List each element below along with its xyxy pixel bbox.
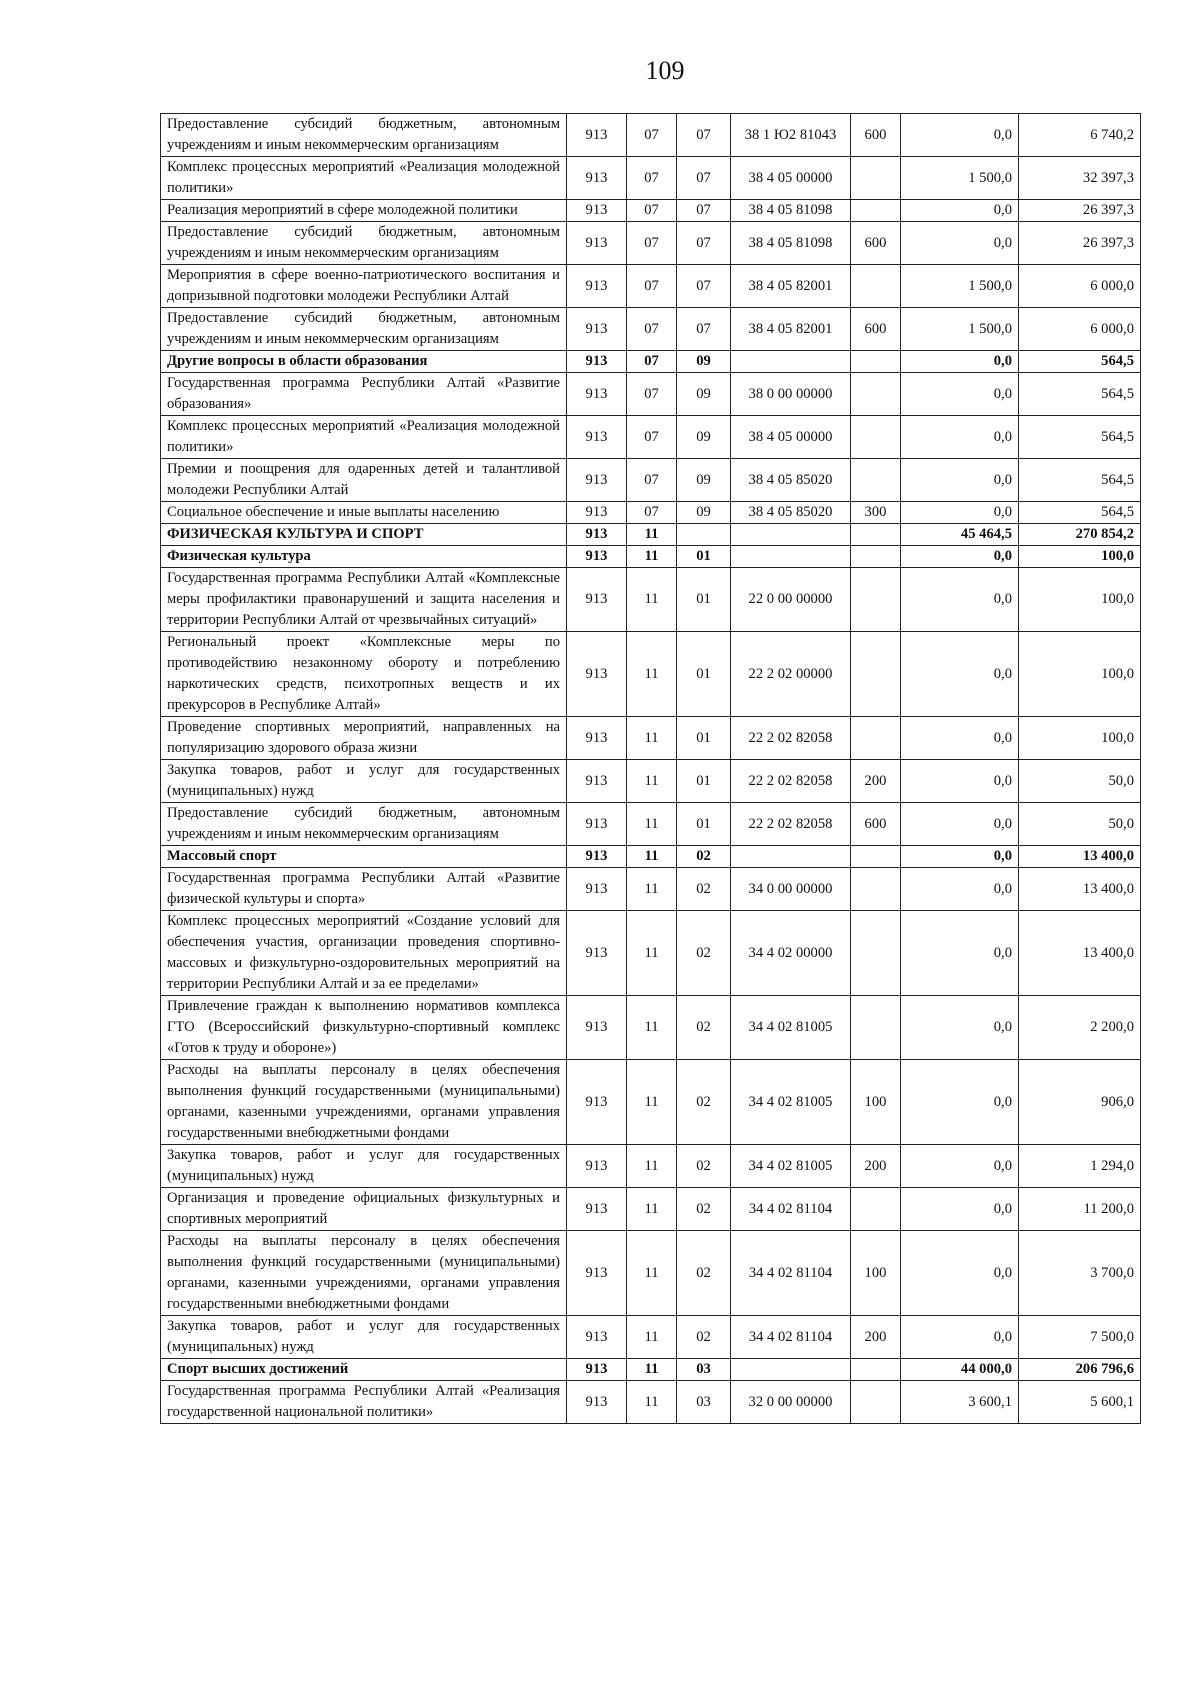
cell-target-article: 34 4 02 00000 xyxy=(731,911,851,996)
cell-expense-type xyxy=(851,1359,901,1381)
cell-expense-type xyxy=(851,911,901,996)
cell-section: 11 xyxy=(627,803,677,846)
table-row xyxy=(161,200,1141,222)
cell-subsection: 07 xyxy=(677,114,731,157)
cell-amount-2: 50,0 xyxy=(1019,760,1141,803)
cell-subsection: 03 xyxy=(677,1359,731,1381)
cell-target-article: 34 4 02 81104 xyxy=(731,1231,851,1316)
cell-admin-code: 913 xyxy=(567,222,627,265)
cell-subsection: 07 xyxy=(677,308,731,351)
cell-amount-2: 6 000,0 xyxy=(1019,308,1141,351)
cell-subsection: 09 xyxy=(677,502,731,524)
cell-expense-type xyxy=(851,265,901,308)
cell-name: Предоставление субсидий бюджетным, автономным учреждениям и иным некоммерческим организациям xyxy=(161,114,567,157)
cell-admin-code: 913 xyxy=(567,265,627,308)
cell-name: Региональный проект «Комплексные меры по противодействию незаконному обороту и потреблению наркотических средств, психотропных веществ и их прекурсоров в Республике Алтай» xyxy=(161,632,567,717)
cell-target-article: 38 4 05 81098 xyxy=(731,222,851,265)
cell-admin-code: 913 xyxy=(567,351,627,373)
cell-name: Проведение спортивных мероприятий, направленных на популяризацию здорового образа жизни xyxy=(161,717,567,760)
cell-expense-type: 100 xyxy=(851,1060,901,1145)
cell-target-article: 22 0 00 00000 xyxy=(731,568,851,632)
cell-amount-2: 100,0 xyxy=(1019,546,1141,568)
cell-expense-type xyxy=(851,459,901,502)
cell-expense-type xyxy=(851,546,901,568)
cell-target-article: 34 4 02 81005 xyxy=(731,996,851,1060)
table-row xyxy=(161,1060,1141,1145)
table-row xyxy=(161,846,1141,868)
cell-amount-1: 44 000,0 xyxy=(901,1359,1019,1381)
cell-section: 11 xyxy=(627,1381,677,1424)
cell-subsection: 09 xyxy=(677,459,731,502)
cell-amount-1: 0,0 xyxy=(901,846,1019,868)
cell-amount-2: 100,0 xyxy=(1019,717,1141,760)
cell-target-article: 38 4 05 85020 xyxy=(731,502,851,524)
cell-subsection: 01 xyxy=(677,760,731,803)
cell-admin-code: 913 xyxy=(567,546,627,568)
table-row xyxy=(161,803,1141,846)
cell-subsection: 02 xyxy=(677,1316,731,1359)
cell-expense-type: 200 xyxy=(851,760,901,803)
cell-amount-1: 0,0 xyxy=(901,911,1019,996)
cell-section: 11 xyxy=(627,868,677,911)
cell-expense-type xyxy=(851,524,901,546)
cell-target-article: 38 4 05 00000 xyxy=(731,157,851,200)
table-row xyxy=(161,1231,1141,1316)
cell-section: 11 xyxy=(627,632,677,717)
cell-target-article: 34 4 02 81104 xyxy=(731,1316,851,1359)
cell-expense-type xyxy=(851,568,901,632)
cell-section: 11 xyxy=(627,524,677,546)
cell-expense-type xyxy=(851,373,901,416)
cell-amount-1: 0,0 xyxy=(901,114,1019,157)
cell-target-article: 38 1 Ю2 81043 xyxy=(731,114,851,157)
cell-amount-1: 0,0 xyxy=(901,222,1019,265)
cell-amount-1: 0,0 xyxy=(901,1188,1019,1231)
cell-expense-type: 300 xyxy=(851,502,901,524)
cell-admin-code: 913 xyxy=(567,1316,627,1359)
cell-subsection: 02 xyxy=(677,996,731,1060)
cell-section: 07 xyxy=(627,373,677,416)
cell-target-article: 38 0 00 00000 xyxy=(731,373,851,416)
cell-expense-type xyxy=(851,1381,901,1424)
cell-expense-type: 600 xyxy=(851,308,901,351)
cell-amount-2: 50,0 xyxy=(1019,803,1141,846)
cell-amount-1: 0,0 xyxy=(901,351,1019,373)
cell-target-article xyxy=(731,524,851,546)
cell-name: Мероприятия в сфере военно-патриотического воспитания и допризывной подготовки молодежи Республики Алтай xyxy=(161,265,567,308)
cell-admin-code: 913 xyxy=(567,803,627,846)
cell-expense-type: 200 xyxy=(851,1145,901,1188)
cell-amount-1: 0,0 xyxy=(901,459,1019,502)
cell-admin-code: 913 xyxy=(567,996,627,1060)
cell-name: Комплекс процессных мероприятий «Реализация молодежной политики» xyxy=(161,416,567,459)
cell-name: Государственная программа Республики Алтай «Развитие физической культуры и спорта» xyxy=(161,868,567,911)
table-body xyxy=(161,114,1141,1424)
cell-name: Привлечение граждан к выполнению нормативов комплекса ГТО (Всероссийский физкультурно-спортивный комплекс «Готов к труду и обороне») xyxy=(161,996,567,1060)
cell-admin-code: 913 xyxy=(567,1060,627,1145)
cell-amount-1: 0,0 xyxy=(901,632,1019,717)
table-row xyxy=(161,502,1141,524)
cell-admin-code: 913 xyxy=(567,416,627,459)
cell-target-article: 22 2 02 82058 xyxy=(731,760,851,803)
cell-section: 07 xyxy=(627,459,677,502)
cell-section: 11 xyxy=(627,568,677,632)
cell-target-article: 34 4 02 81005 xyxy=(731,1145,851,1188)
cell-admin-code: 913 xyxy=(567,524,627,546)
cell-name: Комплекс процессных мероприятий «Реализация молодежной политики» xyxy=(161,157,567,200)
cell-admin-code: 913 xyxy=(567,157,627,200)
cell-subsection: 01 xyxy=(677,803,731,846)
table-row xyxy=(161,760,1141,803)
cell-name: Физическая культура xyxy=(161,546,567,568)
cell-subsection: 07 xyxy=(677,200,731,222)
cell-section: 11 xyxy=(627,1359,677,1381)
cell-section: 11 xyxy=(627,717,677,760)
cell-section: 07 xyxy=(627,265,677,308)
cell-admin-code: 913 xyxy=(567,846,627,868)
cell-target-article: 34 0 00 00000 xyxy=(731,868,851,911)
cell-section: 07 xyxy=(627,157,677,200)
cell-admin-code: 913 xyxy=(567,1381,627,1424)
cell-admin-code: 913 xyxy=(567,114,627,157)
table-row xyxy=(161,1188,1141,1231)
table-row xyxy=(161,911,1141,996)
cell-amount-1: 0,0 xyxy=(901,868,1019,911)
cell-subsection: 02 xyxy=(677,1231,731,1316)
cell-target-article xyxy=(731,546,851,568)
cell-section: 07 xyxy=(627,416,677,459)
cell-amount-1: 1 500,0 xyxy=(901,157,1019,200)
cell-name: Предоставление субсидий бюджетным, автономным учреждениям и иным некоммерческим организациям xyxy=(161,222,567,265)
cell-amount-2: 13 400,0 xyxy=(1019,846,1141,868)
table-row xyxy=(161,114,1141,157)
cell-expense-type xyxy=(851,157,901,200)
cell-amount-1: 0,0 xyxy=(901,546,1019,568)
cell-amount-2: 564,5 xyxy=(1019,373,1141,416)
table-row xyxy=(161,416,1141,459)
cell-subsection: 01 xyxy=(677,632,731,717)
cell-subsection: 02 xyxy=(677,1060,731,1145)
cell-name: Закупка товаров, работ и услуг для государственных (муниципальных) нужд xyxy=(161,760,567,803)
cell-amount-2: 906,0 xyxy=(1019,1060,1141,1145)
cell-expense-type xyxy=(851,868,901,911)
cell-name: Другие вопросы в области образования xyxy=(161,351,567,373)
cell-subsection: 09 xyxy=(677,416,731,459)
cell-target-article xyxy=(731,1359,851,1381)
cell-section: 07 xyxy=(627,222,677,265)
cell-amount-2: 6 000,0 xyxy=(1019,265,1141,308)
cell-name: Государственная программа Республики Алтай «Реализация государственной национальной политики» xyxy=(161,1381,567,1424)
cell-expense-type: 200 xyxy=(851,1316,901,1359)
cell-subsection: 02 xyxy=(677,868,731,911)
cell-amount-1: 0,0 xyxy=(901,502,1019,524)
cell-amount-2: 100,0 xyxy=(1019,632,1141,717)
table-row xyxy=(161,717,1141,760)
budget-table xyxy=(160,113,1141,1424)
table-row xyxy=(161,568,1141,632)
cell-expense-type xyxy=(851,632,901,717)
cell-amount-1: 0,0 xyxy=(901,1060,1019,1145)
cell-amount-2: 7 500,0 xyxy=(1019,1316,1141,1359)
cell-name: Реализация мероприятий в сфере молодежной политики xyxy=(161,200,567,222)
cell-amount-1: 0,0 xyxy=(901,1231,1019,1316)
cell-subsection: 09 xyxy=(677,373,731,416)
cell-target-article xyxy=(731,351,851,373)
cell-amount-1: 0,0 xyxy=(901,1145,1019,1188)
cell-amount-2: 564,5 xyxy=(1019,351,1141,373)
table-row xyxy=(161,1381,1141,1424)
cell-target-article: 22 2 02 82058 xyxy=(731,717,851,760)
cell-amount-2: 13 400,0 xyxy=(1019,911,1141,996)
cell-expense-type xyxy=(851,200,901,222)
cell-section: 11 xyxy=(627,996,677,1060)
cell-name: Комплекс процессных мероприятий «Создание условий для обеспечения участия, организации проведения спортивно-массовых и физкультурно-оздоровительных мероприятий на территории Республики Алтай и за ее пределами» xyxy=(161,911,567,996)
cell-amount-2: 564,5 xyxy=(1019,416,1141,459)
cell-subsection: 03 xyxy=(677,1381,731,1424)
page-number: 109 xyxy=(645,56,685,85)
cell-target-article: 22 2 02 82058 xyxy=(731,803,851,846)
cell-section: 11 xyxy=(627,546,677,568)
cell-amount-2: 13 400,0 xyxy=(1019,868,1141,911)
cell-name: Предоставление субсидий бюджетным, автономным учреждениям и иным некоммерческим организациям xyxy=(161,803,567,846)
table-row xyxy=(161,373,1141,416)
cell-amount-1: 0,0 xyxy=(901,996,1019,1060)
cell-admin-code: 913 xyxy=(567,200,627,222)
cell-name: Организация и проведение официальных физкультурных и спортивных мероприятий xyxy=(161,1188,567,1231)
cell-target-article: 34 4 02 81005 xyxy=(731,1060,851,1145)
cell-admin-code: 913 xyxy=(567,459,627,502)
cell-amount-1: 1 500,0 xyxy=(901,265,1019,308)
cell-expense-type xyxy=(851,1188,901,1231)
cell-admin-code: 913 xyxy=(567,1359,627,1381)
cell-amount-1: 0,0 xyxy=(901,416,1019,459)
cell-admin-code: 913 xyxy=(567,760,627,803)
table-row xyxy=(161,996,1141,1060)
cell-subsection: 02 xyxy=(677,846,731,868)
table-row xyxy=(161,1359,1141,1381)
cell-target-article: 32 0 00 00000 xyxy=(731,1381,851,1424)
cell-section: 07 xyxy=(627,114,677,157)
cell-name: Расходы на выплаты персоналу в целях обеспечения выполнения функций государственными (муниципальными) органами, казенными учреждениями, органами управления государственными внебюджетными фондами xyxy=(161,1231,567,1316)
cell-admin-code: 913 xyxy=(567,1231,627,1316)
cell-amount-1: 0,0 xyxy=(901,373,1019,416)
cell-target-article xyxy=(731,846,851,868)
cell-admin-code: 913 xyxy=(567,373,627,416)
cell-subsection xyxy=(677,524,731,546)
cell-admin-code: 913 xyxy=(567,868,627,911)
cell-section: 11 xyxy=(627,846,677,868)
table-row xyxy=(161,1316,1141,1359)
cell-subsection: 02 xyxy=(677,1145,731,1188)
cell-amount-2: 270 854,2 xyxy=(1019,524,1141,546)
cell-amount-2: 26 397,3 xyxy=(1019,222,1141,265)
cell-section: 11 xyxy=(627,1231,677,1316)
cell-admin-code: 913 xyxy=(567,502,627,524)
cell-name: Государственная программа Республики Алтай «Развитие образования» xyxy=(161,373,567,416)
cell-name: Расходы на выплаты персоналу в целях обеспечения выполнения функций государственными (муниципальными) органами, казенными учреждениями, органами управления государственными внебюджетными фондами xyxy=(161,1060,567,1145)
cell-section: 11 xyxy=(627,1316,677,1359)
cell-expense-type xyxy=(851,996,901,1060)
cell-amount-2: 564,5 xyxy=(1019,459,1141,502)
cell-admin-code: 913 xyxy=(567,1145,627,1188)
cell-admin-code: 913 xyxy=(567,717,627,760)
table-row xyxy=(161,308,1141,351)
cell-name: Спорт высших достижений xyxy=(161,1359,567,1381)
cell-expense-type xyxy=(851,717,901,760)
cell-section: 07 xyxy=(627,200,677,222)
cell-name: Предоставление субсидий бюджетным, автономным учреждениям и иным некоммерческим организациям xyxy=(161,308,567,351)
cell-name: Социальное обеспечение и иные выплаты населению xyxy=(161,502,567,524)
cell-target-article: 34 4 02 81104 xyxy=(731,1188,851,1231)
cell-admin-code: 913 xyxy=(567,568,627,632)
table-row xyxy=(161,351,1141,373)
cell-amount-1: 0,0 xyxy=(901,1316,1019,1359)
cell-name: ФИЗИЧЕСКАЯ КУЛЬТУРА И СПОРТ xyxy=(161,524,567,546)
cell-section: 11 xyxy=(627,1060,677,1145)
cell-amount-2: 564,5 xyxy=(1019,502,1141,524)
cell-amount-1: 0,0 xyxy=(901,760,1019,803)
table-row xyxy=(161,1145,1141,1188)
cell-subsection: 01 xyxy=(677,546,731,568)
cell-amount-2: 6 740,2 xyxy=(1019,114,1141,157)
cell-target-article: 38 4 05 85020 xyxy=(731,459,851,502)
cell-name: Массовый спорт xyxy=(161,846,567,868)
cell-amount-1: 0,0 xyxy=(901,803,1019,846)
cell-admin-code: 913 xyxy=(567,632,627,717)
cell-admin-code: 913 xyxy=(567,911,627,996)
cell-subsection: 01 xyxy=(677,568,731,632)
cell-subsection: 02 xyxy=(677,1188,731,1231)
cell-amount-1: 1 500,0 xyxy=(901,308,1019,351)
cell-target-article: 38 4 05 00000 xyxy=(731,416,851,459)
cell-target-article: 38 4 05 82001 xyxy=(731,308,851,351)
table-row xyxy=(161,222,1141,265)
cell-section: 07 xyxy=(627,502,677,524)
cell-amount-1: 3 600,1 xyxy=(901,1381,1019,1424)
cell-amount-1: 0,0 xyxy=(901,568,1019,632)
cell-admin-code: 913 xyxy=(567,1188,627,1231)
cell-expense-type: 600 xyxy=(851,222,901,265)
cell-amount-2: 26 397,3 xyxy=(1019,200,1141,222)
cell-admin-code: 913 xyxy=(567,308,627,351)
cell-amount-2: 3 700,0 xyxy=(1019,1231,1141,1316)
cell-expense-type xyxy=(851,846,901,868)
cell-amount-1: 45 464,5 xyxy=(901,524,1019,546)
cell-amount-2: 2 200,0 xyxy=(1019,996,1141,1060)
cell-amount-2: 32 397,3 xyxy=(1019,157,1141,200)
table-row xyxy=(161,459,1141,502)
cell-expense-type: 100 xyxy=(851,1231,901,1316)
table-row xyxy=(161,265,1141,308)
cell-target-article: 38 4 05 82001 xyxy=(731,265,851,308)
cell-subsection: 07 xyxy=(677,157,731,200)
cell-name: Закупка товаров, работ и услуг для государственных (муниципальных) нужд xyxy=(161,1316,567,1359)
cell-section: 11 xyxy=(627,1188,677,1231)
cell-subsection: 02 xyxy=(677,911,731,996)
cell-amount-1: 0,0 xyxy=(901,717,1019,760)
cell-amount-2: 5 600,1 xyxy=(1019,1381,1141,1424)
cell-amount-1: 0,0 xyxy=(901,200,1019,222)
cell-amount-2: 1 294,0 xyxy=(1019,1145,1141,1188)
table-row xyxy=(161,868,1141,911)
cell-target-article: 38 4 05 81098 xyxy=(731,200,851,222)
cell-section: 07 xyxy=(627,308,677,351)
cell-expense-type: 600 xyxy=(851,803,901,846)
cell-section: 11 xyxy=(627,760,677,803)
cell-target-article: 22 2 02 00000 xyxy=(731,632,851,717)
table-row xyxy=(161,546,1141,568)
table-row xyxy=(161,524,1141,546)
cell-expense-type: 600 xyxy=(851,114,901,157)
cell-subsection: 01 xyxy=(677,717,731,760)
cell-subsection: 09 xyxy=(677,351,731,373)
table-row xyxy=(161,632,1141,717)
cell-section: 07 xyxy=(627,351,677,373)
cell-amount-2: 206 796,6 xyxy=(1019,1359,1141,1381)
cell-expense-type xyxy=(851,351,901,373)
cell-name: Закупка товаров, работ и услуг для государственных (муниципальных) нужд xyxy=(161,1145,567,1188)
cell-subsection: 07 xyxy=(677,265,731,308)
cell-section: 11 xyxy=(627,911,677,996)
cell-amount-2: 11 200,0 xyxy=(1019,1188,1141,1231)
cell-section: 11 xyxy=(627,1145,677,1188)
table-row xyxy=(161,157,1141,200)
cell-amount-2: 100,0 xyxy=(1019,568,1141,632)
cell-expense-type xyxy=(851,416,901,459)
cell-name: Премии и поощрения для одаренных детей и талантливой молодежи Республики Алтай xyxy=(161,459,567,502)
cell-subsection: 07 xyxy=(677,222,731,265)
cell-name: Государственная программа Республики Алтай «Комплексные меры профилактики правонарушений и защита населения и территории Республики Алтай от чрезвычайных ситуаций» xyxy=(161,568,567,632)
